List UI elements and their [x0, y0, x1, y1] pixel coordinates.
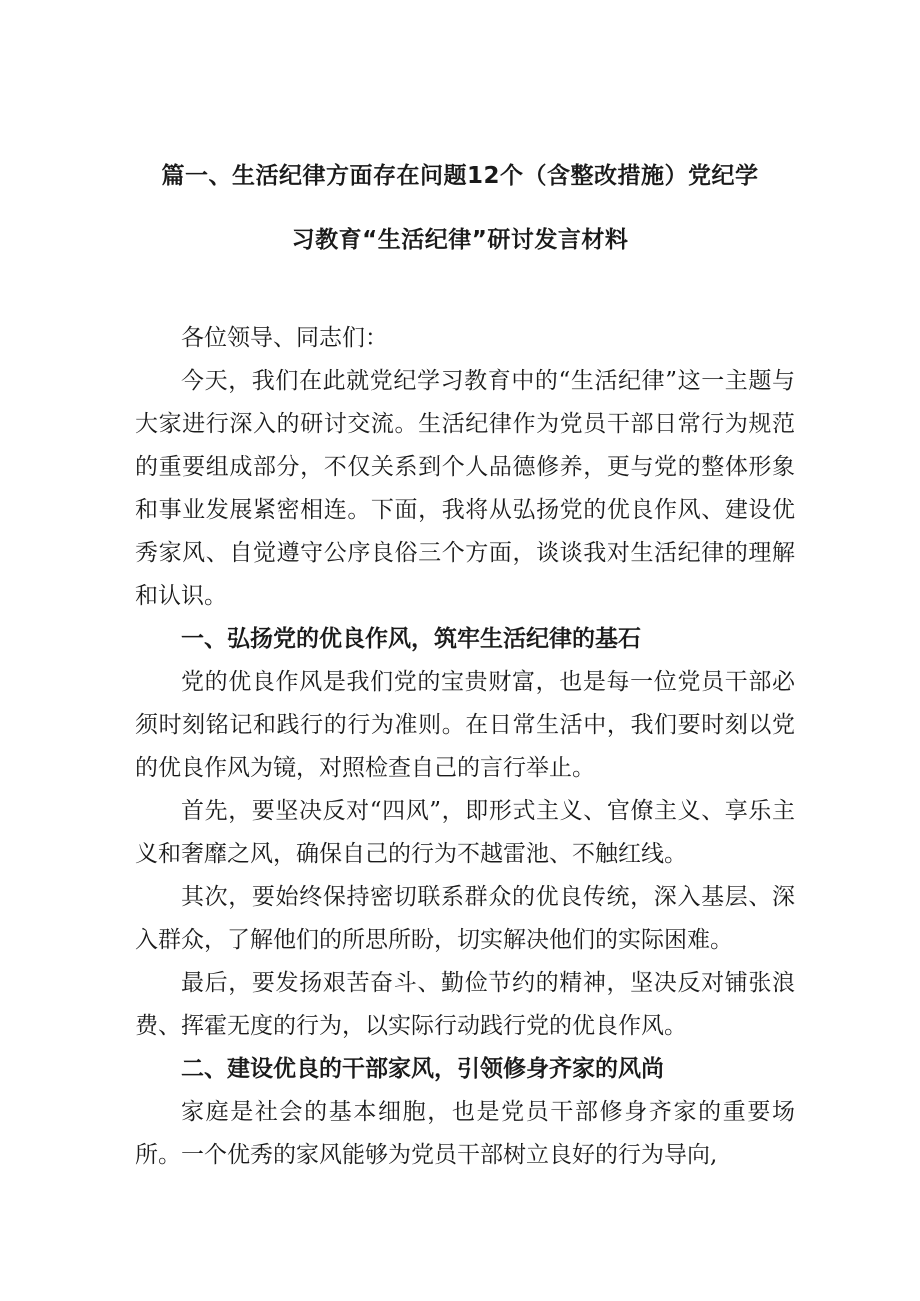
section-1-paragraph: 其次，要始终保持密切联系群众的优良传统，深入基层、深入群众，了解他们的所思所盼，切实解决他们的实际困难。	[135, 884, 795, 953]
section-1-paragraph: 首先，要坚决反对“四风”，即形式主义、官僚主义、享乐主义和奢靡之风，确保自己的行为不越雷池、不触红线。	[135, 798, 795, 867]
section-1-paragraph: 最后，要发扬艰苦奋斗、勤俭节约的精神，坚决反对铺张浪费、挥霍无度的行为，以实际行动践行党的优良作风。	[135, 970, 795, 1039]
document-title-line-1: 篇一、生活纪律方面存在问题12个（含整改措施）党纪学	[161, 163, 759, 189]
intro-paragraph: 今天，我们在此就党纪学习教育中的“生活纪律”这一主题与大家进行深入的研讨交流。生活纪律作为党员干部日常行为规范的重要组成部分，不仅关系到个人品德修养，更与党的整体形象和事业发展紧密相连。下面，我将从弘扬党的优良作风、建设优秀家风、自觉遵守公序良俗三个方面，谈谈我对生活纪律的理解和认识。	[135, 368, 795, 609]
section-2-heading: 二、建设优良的干部家风，引领修身齐家的风尚	[181, 1056, 664, 1082]
section-2-paragraph: 家庭是社会的基本细胞，也是党员干部修身齐家的重要场所。一个优秀的家风能够为党员干部树立良好的行为导向,	[135, 1099, 795, 1168]
salutation: 各位领导、同志们：	[181, 325, 388, 351]
section-1-heading: 一、弘扬党的优良作风，筑牢生活纪律的基石	[181, 626, 641, 652]
section-1-paragraph: 党的优良作风是我们党的宝贵财富，也是每一位党员干部必须时刻铭记和践行的行为准则。在日常生活中，我们要时刻以党的优良作风为镜，对照检查自己的言行举止。	[135, 669, 795, 781]
document-body	[135, 317, 795, 1177]
document-title-line-2: 习教育“生活纪律”研讨发言材料	[291, 227, 629, 253]
